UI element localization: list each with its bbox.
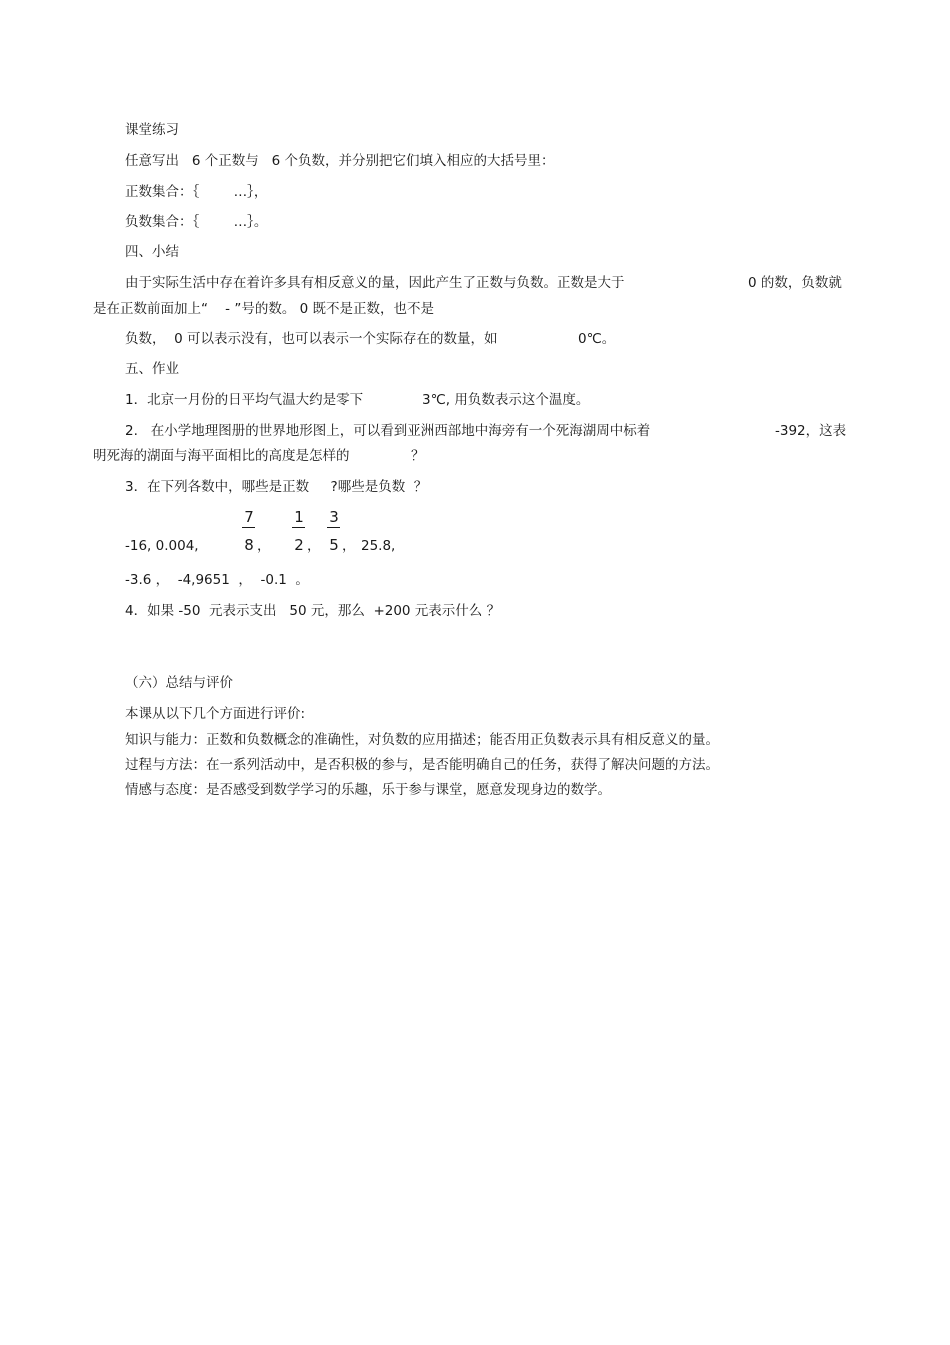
fraction-numerator: 7: [244, 508, 254, 526]
negative-set: 负数集合：｛ …｝。: [125, 214, 268, 230]
question-2b: -392，这表: [775, 423, 847, 439]
question-1a: 1．北京一月份的日平均气温大约是零下: [125, 392, 364, 408]
fraction-numerator: 1: [294, 508, 304, 526]
number-list-b: 25.8,: [361, 538, 396, 554]
summary-line-3a: 负数， 0 可以表示没有，也可以表示一个实际存在的数量，如: [125, 331, 498, 347]
exercise-task: 任意写出 6 个正数与 6 个负数，并分别把它们填入相应的大括号里：: [125, 153, 555, 169]
question-1b: 3℃, 用负数表示这个温度。: [422, 392, 590, 408]
fraction-numerator: 3: [329, 508, 339, 526]
evaluation-item: 情感与态度：是否感受到数学学习的乐趣，乐于参与课堂，愿意发现身边的数学。: [125, 782, 611, 798]
fraction-denominator: 5: [329, 536, 339, 554]
question-3: 3．在下列各数中，哪些是正数 ?哪些是负数 ？: [125, 479, 428, 495]
homework-heading: 五、作业: [125, 361, 179, 377]
fraction-denominator: 2: [294, 536, 304, 554]
question-2a: 2. 在小学地理图册的世界地形图上，可以看到亚洲西部地中海旁有一个死海湖周中标着: [125, 423, 651, 439]
evaluation-item: 过程与方法：在一系列活动中，是否积极的参与，是否能明确自己的任务，获得了解决问题的方法。: [125, 757, 719, 773]
question-2c: 明死海的湖面与海平面相比的高度是怎样的: [93, 448, 350, 464]
summary-heading: 四、小结: [125, 244, 179, 260]
fraction-bar: [242, 527, 255, 528]
fraction-separator: ，: [257, 538, 271, 554]
question-2d: ？: [411, 448, 425, 464]
evaluation-item: 知识与能力：正数和负数概念的准确性，对负数的应用描述；能否用正负数表示具有相反意义的量。: [125, 732, 719, 748]
question-4: 4．如果 -50 元表示支出 50 元，那么 +200 元表示什么 ？: [125, 603, 501, 619]
evaluation-intro: 本课从以下几个方面进行评价:: [125, 706, 306, 722]
number-list-a: -16, 0.004,: [125, 538, 199, 554]
summary-line-1a: 由于实际生活中存在着许多具有相反意义的量，因此产生了正数与负数。正数是大于: [125, 275, 625, 291]
fraction-denominator: 8: [244, 536, 254, 554]
evaluation-heading: （六）总结与评价: [125, 675, 233, 691]
fraction-separator: ，: [307, 538, 321, 554]
summary-line-1b: 0 的数，负数就: [748, 275, 842, 291]
fraction-bar: [327, 527, 340, 528]
fraction-bar: [292, 527, 305, 528]
fraction-separator: ，: [342, 538, 356, 554]
summary-line-3b: 0℃。: [578, 331, 616, 347]
summary-line-2: 是在正数前面加上“ - ”号的数。 0 既不是正数，也不是: [93, 301, 434, 317]
exercise-heading: 课堂练习: [125, 122, 179, 138]
positive-set: 正数集合：｛ …｝，: [125, 184, 268, 200]
number-list-c: -3.6 ， -4,9651 ， -0.1 。: [125, 572, 309, 588]
